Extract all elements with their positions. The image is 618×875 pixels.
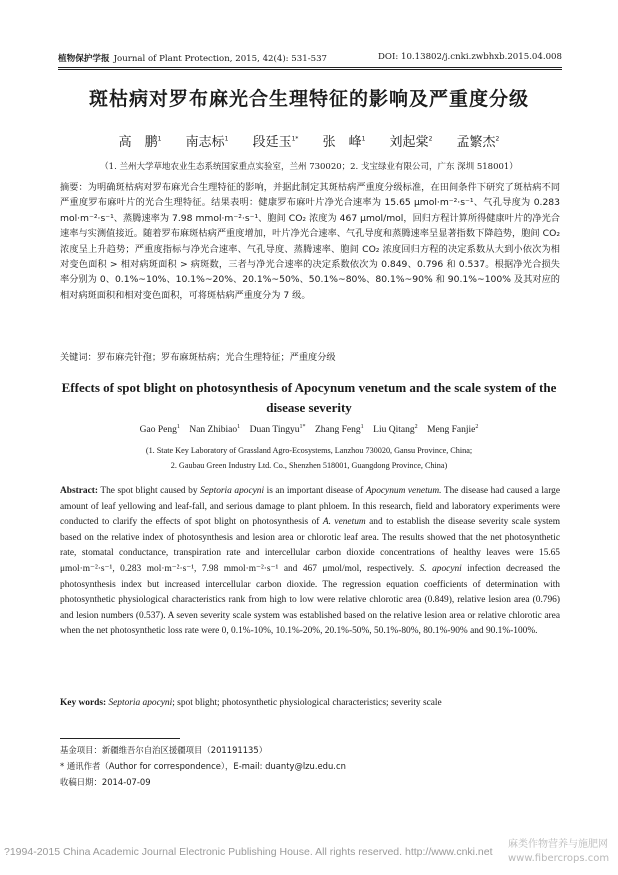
running-header — [58, 52, 562, 64]
abstract-label: Abstract: — [60, 486, 99, 496]
author: Duan Tingyu$^{1*}$ — [249, 424, 306, 436]
chinese-authors — [0, 131, 618, 150]
keywords-label: Key words: — [60, 698, 107, 708]
english-title: Effects of spot blight on photosynthesis of Apocynum venetum and the scale system of the disease severity — [61, 380, 557, 415]
watermark-text: 麻类作物营养与施肥网 — [508, 839, 608, 850]
author: 高 鹏$^1$ — [118, 135, 162, 150]
author: 南志标$^1$ — [185, 135, 229, 150]
species-name: Septoria apocyni — [108, 698, 173, 708]
keywords-text: 罗布麻壳针孢；罗布麻斑枯病；光合生理特征；严重度分级 — [96, 352, 336, 363]
chinese-abstract — [60, 180, 560, 303]
chinese-affiliation: （1. 兰州大学草地农业生态系统国家重点实验室，兰州 730020；2. 戈宝绿业有限公司，广东 深圳 518001） — [100, 162, 518, 172]
abstract-label: 摘要： — [60, 182, 88, 193]
footnote-fund: 基金项目：新疆维吾尔自治区援疆项目（201191135） — [60, 745, 268, 755]
author: 张 峰$^1$ — [322, 135, 366, 150]
header-rule-2 — [58, 69, 562, 70]
watermark-logo — [508, 838, 609, 866]
author: Meng Fanjie$^2$ — [427, 424, 479, 436]
author: 刘起棠$^2$ — [389, 135, 433, 150]
english-affiliation — [60, 443, 558, 473]
affiliation-line: 2. Gaubau Green Industry Ltd. Co., Shenzhen 518001, Guangdong Province, China) — [170, 461, 448, 470]
header-rule — [58, 67, 562, 68]
author: Zhang Feng$^1$ — [314, 424, 364, 436]
chinese-keywords — [60, 349, 560, 363]
species-name: Septoria apocyni — [200, 486, 265, 496]
english-authors — [0, 424, 618, 435]
species-name: S. apocyni — [419, 563, 462, 574]
abstract-text: 为明确斑枯病对罗布麻光合生理特征的影响，并据此制定其斑枯病严重度分级标准，在田间条件下研究了斑枯病不同严重度罗布麻叶片的光合生理特征。结果表明：健康罗布麻叶片净光合速率为 15.65 μmol·m⁻²·s⁻¹、气孔导度为 0.283 mol·m⁻²·s⁻¹、蒸腾速率为 7.98 mmol·m⁻²·s⁻¹、胞间 CO₂ 浓度为 467 μmol/mol，回归方程计算所得健康叶片的净光合速率与实测值接近。随着罗布麻斑枯病严重度增加，叶片净光合速率、气孔导度和蒸腾速率呈显著指数下降趋势，胞间 CO₂ 浓度呈上升趋势；严重度指标与净光合速率、气孔导度、蒸腾速率、胞间 CO₂ 浓度回归方程的决定系数从大到小依次为相对变色面积 > 相对病斑面积 > 病斑数，三者与净光合速率的决定系数依次为 0.849、0.796 和 0.537。根据净光合损失率分别为 0、0.1%~10%、10.1%~20%、20.1%~50%、50.1%~80%、80.1%~90% 和 90.1%~100% 及其对应的相对病斑面积和相对变色面积，可将斑枯病严重度分为 7 级。 — [60, 182, 561, 301]
author: Liu Qitang$^2$ — [373, 424, 418, 436]
author: Gao Peng$^1$ — [139, 424, 180, 436]
author: 段廷玉$^{1*}$ — [252, 135, 299, 150]
footnote-received: 收稿日期：2014-07-09 — [60, 777, 151, 787]
watermark-url: www.fibercrops.com — [508, 853, 610, 864]
keywords-label: 关键词： — [60, 352, 97, 363]
species-name: A. venetum — [322, 517, 366, 528]
affiliation-line: (1. State Key Laboratory of Grassland Agro-Ecosystems, Lanzhou 730020, Gansu Province, China; — [145, 446, 473, 455]
chinese-title: 斑枯病对罗布麻光合生理特征的影响及严重度分级 — [88, 88, 529, 110]
doi: DOI: 10.13802/j.cnki.zwbhxb.2015.04.008 — [378, 52, 562, 62]
copyright-line: ?1994-2015 China Academic Journal Electronic Publishing House. All rights reserved. http://www.cnki.net — [4, 846, 493, 858]
author: 孟繁杰$^2$ — [456, 135, 500, 150]
journal-citation: 植物保护学报 Journal of Plant Protection, 2015, 42(4): 531-537 — [58, 54, 328, 64]
footnote-rule — [60, 738, 180, 739]
species-name: Apocynum venetum. — [365, 486, 442, 496]
english-keywords: Key words: Septoria apocyni; spot blight; photosynthetic physiological characteristics; severity scale — [60, 698, 442, 708]
english-abstract: Abstract: The spot blight caused by Septoria apocyni is an important disease of Apocynum venetum. The disease had caused a large amount of leaf yellowing and leaf-fall, and serious damage to plant phloem. In this research, field and laboratory experiments were conducted to clarify the effects of spot blight on photosynthesis of A. venetum and to establish the disease severity scale system based on the relative index of photosynthesis and lesion area or chlorotic leaf area. The results showed that the net photosynthetic rate, stomatal conductance, transpiration rate and intercellular carbon dioxide concentrations of healthy leaves were 15.65 μmol·m⁻²·s⁻¹, 0.283 mol·m⁻²·s⁻¹, 7.98 mmol·m⁻²·s⁻¹ and 467 μmol/mol, respectively. S. apocyni infection decreased the photosynthesis index but increased intercellular carbon dioxide. The regression equation coefficients of determination with photosynthetic physiological characteristics rank from high to low were relative chlorotic area (0.849), relative lesion area (0.796) and lesion numbers (0.537). A seven severity scale system was established based on the relative lesion area or relative chlorotic area when the net photosynthetic loss rate were 0, 0.1%-10%, 10.1%-20%, 20.1%-50%, 50.1%-80%, 80.1%-90% and 90.1%-100%. — [60, 486, 561, 637]
author: Nan Zhibiao$^1$ — [189, 424, 241, 436]
footnote-correspondence: * 通讯作者（Author for correspondence），E-mail: duanty@lzu.edu.cn — [60, 761, 346, 771]
